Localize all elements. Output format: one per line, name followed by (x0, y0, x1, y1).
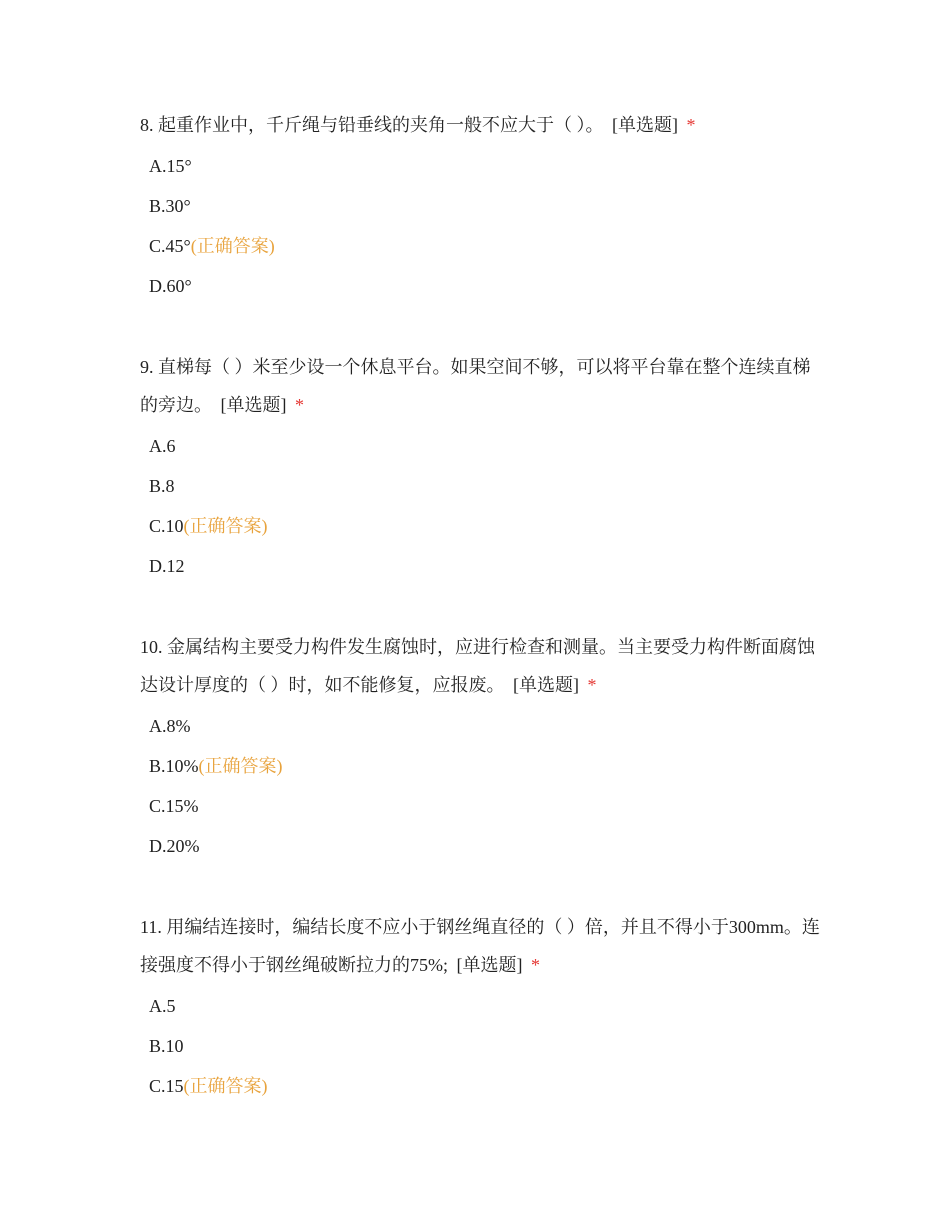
option-label: C.15 (149, 1076, 184, 1096)
option-list (140, 706, 820, 866)
question-text: 金属结构主要受力构件发生腐蚀时，应进行检查和测量。当主要受力构件断面腐蚀达设计厚度的（ ）时，如不能修复，应报废。 (140, 637, 815, 695)
question-text: 用编结连接时，编结长度不应小于钢丝绳直径的（ ）倍，并且不得小于300mm。连接强度不得小于钢丝绳破断拉力的75%; (140, 917, 820, 975)
question-title (140, 628, 820, 704)
required-marker: * (587, 675, 597, 695)
option-d (149, 546, 820, 586)
question-11 (140, 908, 820, 1106)
option-a (149, 146, 820, 186)
correct-answer-tag: (正确答案) (198, 756, 283, 776)
option-b (149, 186, 820, 226)
question-title (140, 908, 820, 984)
option-c (149, 506, 820, 546)
question-type: [单选题] (220, 395, 287, 415)
question-9 (140, 348, 820, 586)
option-list (140, 986, 820, 1106)
option-label: A.6 (149, 436, 176, 456)
correct-answer-tag: (正确答案) (183, 1076, 268, 1096)
option-d (149, 266, 820, 306)
option-label: B.30° (149, 196, 191, 216)
question-text: 直梯每（ ）米至少设一个休息平台。如果空间不够，可以将平台靠在整个连续直梯的旁边。 (140, 357, 811, 415)
question-type: [单选题] (513, 675, 579, 695)
question-title (140, 106, 820, 144)
option-label: C.10 (149, 516, 184, 536)
correct-answer-tag: (正确答案) (190, 236, 275, 256)
option-list (140, 146, 820, 306)
required-marker: * (295, 395, 304, 415)
option-label: A.8% (149, 716, 191, 736)
question-text: 起重作业中，千斤绳与铅垂线的夹角一般不应大于（ ）。 (158, 115, 604, 135)
option-d (149, 826, 820, 866)
correct-answer-tag: (正确答案) (183, 516, 268, 536)
option-a (149, 706, 820, 746)
option-list (140, 426, 820, 586)
option-label: B.10% (149, 756, 199, 776)
option-label: A.5 (149, 996, 176, 1016)
question-title (140, 348, 820, 424)
option-b (149, 466, 820, 506)
option-label: C.15% (149, 796, 199, 816)
option-label: D.60° (149, 276, 192, 296)
question-number: 11. (140, 917, 162, 937)
option-label: B.10 (149, 1036, 184, 1056)
question-type: [单选题] (456, 955, 523, 975)
option-label: B.8 (149, 476, 175, 496)
option-label: A.15° (149, 156, 192, 176)
required-marker: * (531, 955, 540, 975)
option-label: C.45° (149, 236, 191, 256)
option-a (149, 426, 820, 466)
option-c (149, 786, 820, 826)
option-label: D.20% (149, 836, 200, 856)
option-label: D.12 (149, 556, 185, 576)
question-number: 9. (140, 357, 154, 377)
question-number: 10. (140, 637, 163, 657)
option-c (149, 1066, 820, 1106)
question-8 (140, 106, 820, 306)
option-a (149, 986, 820, 1026)
option-b (149, 746, 820, 786)
option-c (149, 226, 820, 266)
question-type: [单选题] (612, 115, 678, 135)
question-number: 8. (140, 115, 154, 135)
option-b (149, 1026, 820, 1066)
question-10 (140, 628, 820, 866)
required-marker: * (686, 115, 696, 135)
